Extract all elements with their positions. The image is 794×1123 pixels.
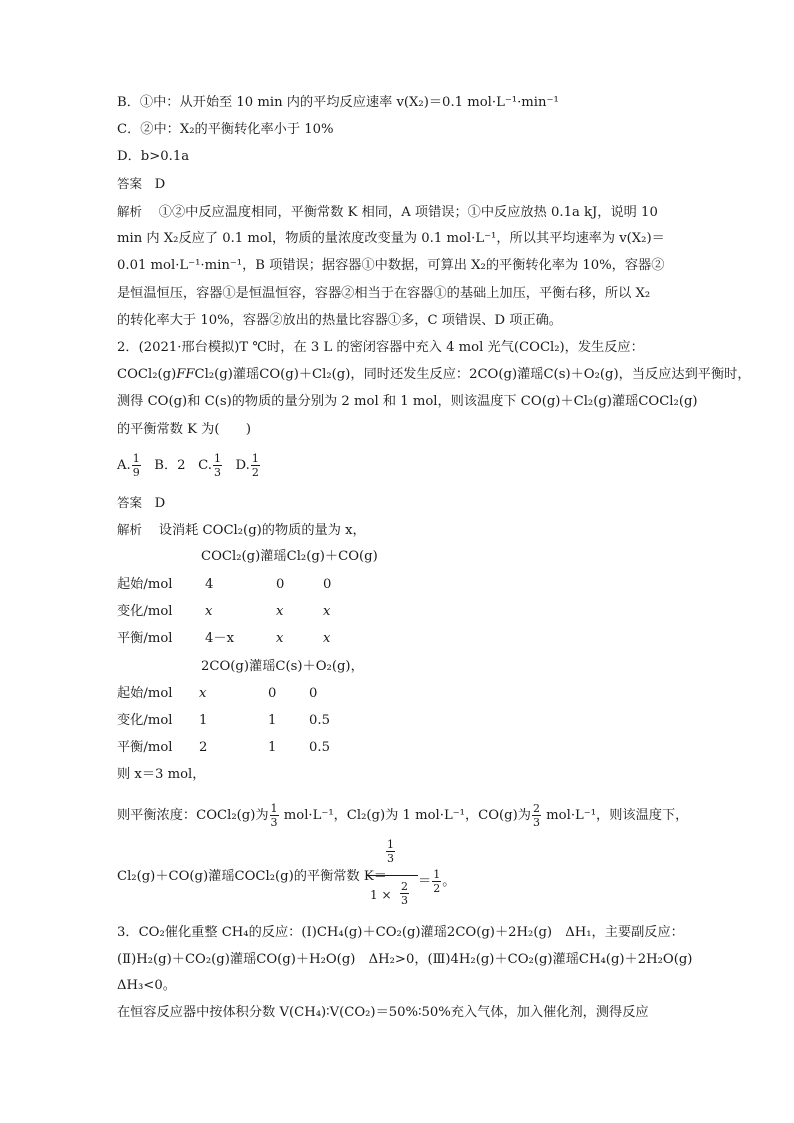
explanation-label: 解析 — [117, 522, 143, 537]
table-2-row-label-change: 变化/mol — [117, 713, 173, 728]
table-1-cell: x — [323, 631, 331, 646]
explanation-1-line-4: 是恒温恒压，容器①是恒温恒容，容器②相当于在容器①的基础上加压，平衡右移，所以 X₂ — [117, 286, 651, 301]
table-2-cell: 0.5 — [309, 740, 330, 755]
table-1-cell: 4－x — [205, 631, 235, 646]
explanation-1-line-2: min 内 X₂反应了 0.1 mol，物质的量浓度改变量为 0.1 mol·L⁻¹，所以其平均速率为 v(X₂)＝ — [117, 231, 665, 246]
explanation-text: 设消耗 COCl₂(g)的物质的量为 x， — [158, 523, 366, 538]
question-2-line-1: 2．(2021·邢台模拟)T ℃时，在 3 L 的密闭容器中充入 4 mol 光气(COCl₂)，发生反应： — [117, 340, 644, 355]
table-2-cell: 0 — [309, 686, 318, 701]
k-result: ＝ $\frac{1}{2}$ 。 — [418, 868, 456, 895]
table-2-cell: x — [199, 686, 207, 701]
table-2-cell: 2 — [199, 740, 208, 755]
table-1-cell: x — [276, 631, 284, 646]
choice-c: C. $\frac{1}{3}$ — [198, 452, 221, 479]
table-2-row-label-start: 起始/mol — [117, 686, 173, 701]
fraction: $\frac{1}{2}$ — [433, 868, 441, 895]
table-1-cell: x — [276, 604, 284, 619]
reaction-1-equation: COCl₂(g)灌瑶Cl₂(g)＋CO(g) — [201, 549, 378, 564]
table-2-cell: 1 — [199, 713, 208, 728]
answer-1 — [117, 175, 165, 194]
table-1-row-label-eq: 平衡/mol — [117, 631, 173, 646]
concentration-line: 则平衡浓度：COCl₂(g)为 $\frac{1}{3}$ mol·L⁻¹，Cl₂(g)为 1 mol·L⁻¹，CO(g)为 $\frac{2}{3}$ mol·L⁻¹，则该温度下， — [117, 802, 689, 829]
answer-label: 答案 — [117, 495, 143, 510]
option-d: D．b>0.1a — [117, 149, 190, 164]
explanation-text: ①②中反应温度相同，平衡常数 K 相同，A 项错误；①中反应放热 0.1a kJ，说明 10 — [158, 205, 658, 220]
table-1-row-label-start: 起始/mol — [117, 577, 173, 592]
question-3-line-2: (Ⅱ)H₂(g)＋CO₂(g)灌瑶CO(g)＋H₂O(g) ΔH₂>0，(Ⅲ)4H₂(g)＋CO₂(g)灌瑶CH₄(g)＋2H₂O(g) — [117, 952, 693, 967]
choice-b: B．2 — [154, 458, 186, 473]
explanation-1-line-3: 0.01 mol·L⁻¹·min⁻¹，B 项错误；据容器①中数据，可算出 X₂的平衡转化率为 10%，容器② — [117, 258, 665, 273]
question-2-line-3: 测得 CO(g)和 C(s)的物质的量分别为 2 mol 和 1 mol，则该温度下 CO(g)＋Cl₂(g)灌瑶COCl₂(g) — [117, 394, 698, 409]
table-2-row-label-eq: 平衡/mol — [117, 740, 173, 755]
table-2-cell: 0 — [268, 686, 277, 701]
choice-d: D. $\frac{1}{2}$ — [235, 452, 259, 479]
table-1-cell: x — [323, 604, 331, 619]
explanation-1-line-5: 的转化率大于 10%，容器②放出的热量比容器①多，C 项错误、D 项正确。 — [117, 313, 562, 328]
k-expression-prefix: Cl₂(g)＋CO(g)灌瑶COCl₂(g)的平衡常数 K＝ — [117, 869, 387, 884]
answer-value: D — [154, 496, 166, 511]
table-1-row-label-change: 变化/mol — [117, 604, 173, 619]
fraction: $\frac{2}{3}$ — [532, 802, 540, 829]
answer-label: 答案 — [117, 176, 143, 191]
fraction: $\frac{1}{3}$ — [387, 838, 394, 865]
reaction-2-equation: 2CO(g)灌瑶C(s)＋O₂(g)， — [201, 659, 364, 674]
table-1-cell: 4 — [205, 577, 214, 592]
question-3-line-3: ΔH₃<0。 — [117, 978, 176, 993]
question-2-line-4: 的平衡常数 K 为( ) — [117, 422, 252, 437]
answer-2 — [117, 494, 165, 513]
table-1-cell: 0 — [323, 577, 332, 592]
table-1-cell: 0 — [276, 577, 285, 592]
fraction: $\frac{1}{3}$ — [270, 802, 278, 829]
choice-a: A. $\frac{1}{9}$ — [117, 452, 140, 479]
explanation-2-intro — [117, 521, 366, 540]
question-3-line-1: 3．CO₂催化重整 CH₄的反应：(Ⅰ)CH₄(g)＋CO₂(g)灌瑶2CO(g)＋2H₂(g) ΔH₁，主要副反应： — [117, 925, 684, 940]
x-value-line: 则 x＝3 mol， — [117, 767, 206, 782]
question-3-line-4: 在恒容反应器中按体积分数 V(CH₄)∶V(CO₂)＝50%∶50%充入气体，加入催化剂，测得反应 — [117, 1005, 649, 1020]
answer-value: D — [154, 177, 166, 192]
table-1-cell: x — [205, 604, 213, 619]
option-b: B．①中：从开始至 10 min 内的平均反应速率 v(X₂)＝0.1 mol·L⁻¹·min⁻¹ — [117, 95, 559, 110]
table-2-cell: 0.5 — [309, 713, 330, 728]
question-2-choices — [117, 452, 261, 479]
question-2-line-2: COCl₂(g)𝐹𝐹Cl₂(g)灌瑶CO(g)＋Cl₂(g)，同时还发生反应：2CO(g)灌瑶C(s)＋O₂(g)，当反应达到平衡时， — [117, 367, 751, 382]
table-2-cell: 1 — [268, 713, 277, 728]
table-2-cell: 1 — [268, 740, 277, 755]
option-c: C．②中：X₂的平衡转化率小于 10% — [117, 122, 334, 137]
fraction: $\frac{2}{3}$ — [401, 880, 408, 907]
explanation-1-line-1 — [117, 203, 658, 222]
explanation-label: 解析 — [117, 204, 143, 219]
k-big-fraction: $\frac{1}{3}$ 1 × $\frac{2}{3}$ — [366, 838, 418, 912]
